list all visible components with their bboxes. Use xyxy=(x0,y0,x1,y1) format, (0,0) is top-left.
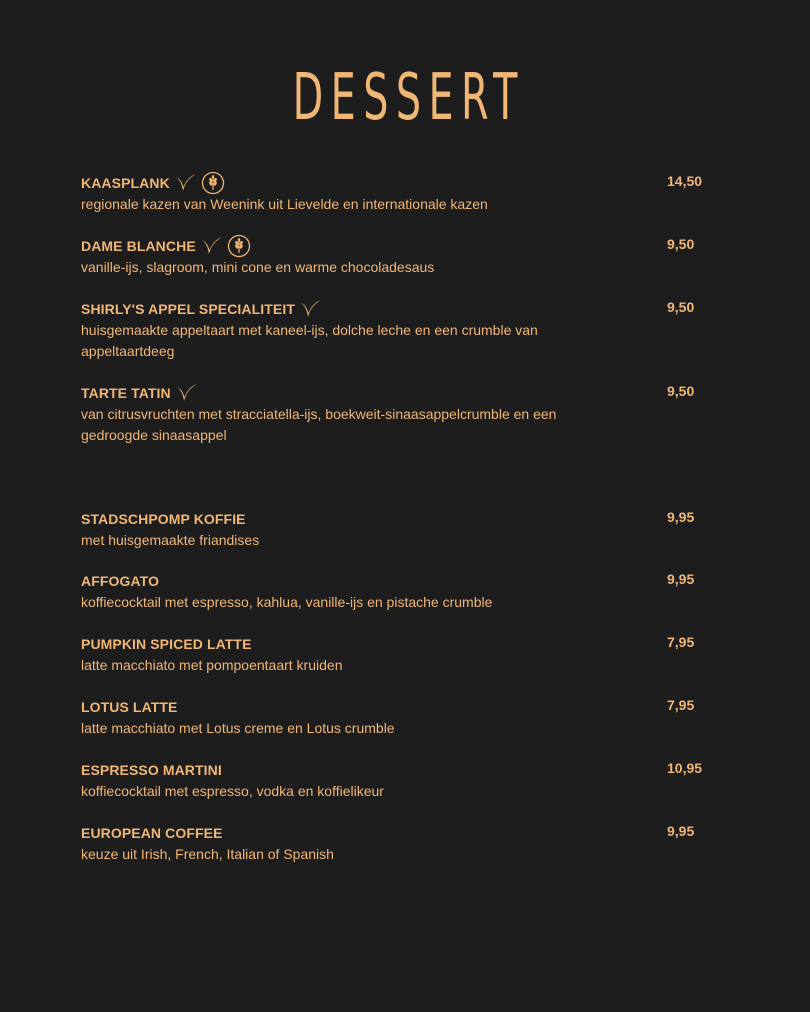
menu-item xyxy=(81,298,721,362)
item-name: EUROPEAN COFFEE xyxy=(81,825,223,841)
item-name: STADSCHPOMP KOFFIE xyxy=(81,511,246,527)
item-description: met huisgemaakte friandises xyxy=(81,532,260,548)
item-price: 9,95 xyxy=(667,823,695,839)
item-price: 10,95 xyxy=(667,760,703,776)
item-price: 9,50 xyxy=(667,383,695,399)
item-description: latte macchiato met Lotus creme en Lotus crumble xyxy=(81,720,395,736)
vegetarian-leaf-icon xyxy=(173,382,199,404)
gluten-wheat-icon xyxy=(227,234,251,258)
item-name: SHIRLY'S APPEL SPECIALITEIT xyxy=(81,301,295,317)
item-price: 9,50 xyxy=(667,299,695,315)
menu-item xyxy=(81,759,721,802)
item-price: 7,95 xyxy=(667,697,695,713)
item-price: 9,50 xyxy=(667,236,695,252)
menu-item xyxy=(81,382,721,446)
item-name: DAME BLANCHE xyxy=(81,238,196,254)
item-description: koffiecocktail met espresso, vodka en koffielikeur xyxy=(81,783,384,799)
item-name: KAASPLANK xyxy=(81,175,170,191)
gluten-wheat-icon xyxy=(201,171,225,195)
item-description: keuze uit Irish, French, Italian of Spanish xyxy=(81,846,334,862)
item-price: 9,95 xyxy=(667,509,695,525)
vegetarian-leaf-icon xyxy=(198,235,224,257)
vegetarian-leaf-icon xyxy=(172,172,198,194)
item-description: vanille-ijs, slagroom, mini cone en warme chocoladesaus xyxy=(81,259,435,275)
item-price: 14,50 xyxy=(667,173,703,189)
item-description: koffiecocktail met espresso, kahlua, vanille-ijs en pistache crumble xyxy=(81,594,493,610)
item-description: huisgemaakte appeltaart met kaneel-ijs, dolche leche en een crumble van appeltaartdeeg xyxy=(81,322,538,359)
menu-item xyxy=(81,822,721,865)
menu-item xyxy=(81,696,721,739)
menu-item xyxy=(81,508,721,551)
menu-item xyxy=(81,172,721,215)
item-description: latte macchiato met pompoentaart kruiden xyxy=(81,657,343,673)
item-description: regionale kazen van Weenink uit Lievelde en internationale kazen xyxy=(81,196,488,212)
item-name: ESPRESSO MARTINI xyxy=(81,762,222,778)
item-name: TARTE TATIN xyxy=(81,385,171,401)
menu-item xyxy=(81,570,721,613)
item-description: van citrusvruchten met stracciatella-ijs, boekweit-sinaasappelcrumble en een gedroogde sinaasappel xyxy=(81,406,557,443)
item-name: AFFOGATO xyxy=(81,573,160,589)
item-price: 7,95 xyxy=(667,634,695,650)
vegetarian-leaf-icon xyxy=(297,298,323,320)
item-name: LOTUS LATTE xyxy=(81,699,178,715)
menu-item xyxy=(81,235,721,278)
item-price: 9,95 xyxy=(667,571,695,587)
item-name: PUMPKIN SPICED LATTE xyxy=(81,636,252,652)
page-title: DESSERT xyxy=(292,61,525,135)
menu-item xyxy=(81,633,721,676)
